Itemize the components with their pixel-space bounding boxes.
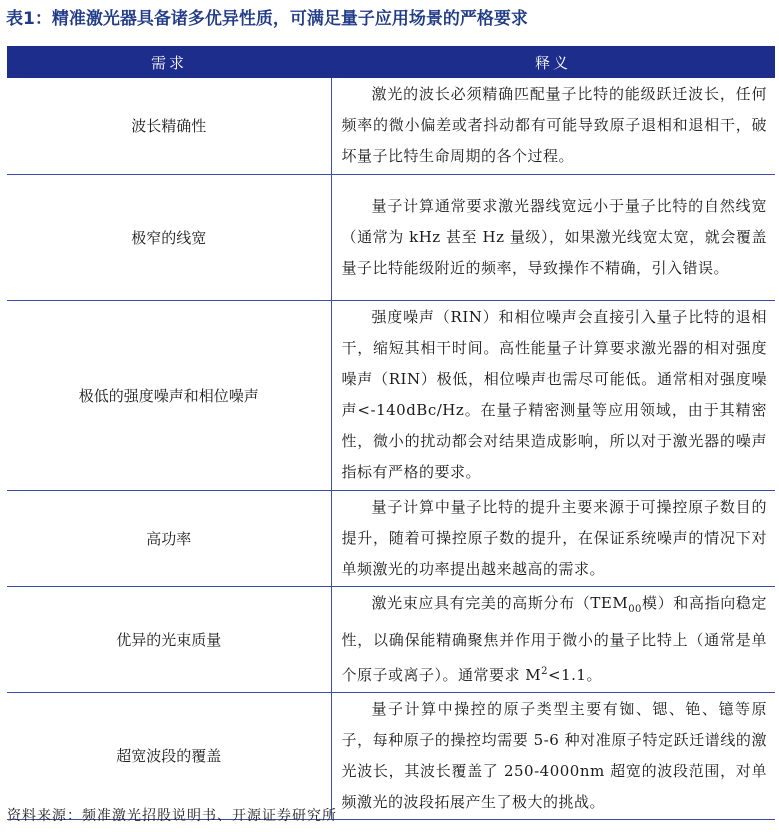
- definition-cell: 量子计算通常要求激光器线宽远小于量子比特的自然线宽（通常为 kHz 甚至 Hz 量级），如果激光线宽太宽，就会覆盖量子比特能级附近的频率，导致操作不精确，引入错误。: [331, 174, 775, 300]
- subscript-text: 00: [628, 603, 642, 615]
- requirement-cell: 超宽波段的覆盖: [7, 692, 331, 819]
- definition-text: <1.1。: [548, 665, 602, 684]
- definition-text: 模）和高指向稳定性，以确保能精确聚焦并作用于微小的量子比特上（通常是单个原子或离子）。通常要求 M: [341, 593, 767, 684]
- table-title: 表1：精准激光器具备诸多优异性质，可满足量子应用场景的严格要求: [6, 9, 528, 29]
- table-row: [7, 78, 775, 174]
- requirement-cell: 高功率: [7, 490, 331, 586]
- table-row: [7, 174, 775, 300]
- source-note: 资料来源：频准激光招股说明书、开源证券研究所: [7, 808, 337, 824]
- header-need: 需求: [7, 46, 331, 78]
- superscript-text: 2: [541, 665, 549, 677]
- definition-cell: 激光的波长必须精确匹配量子比特的能级跃迁波长，任何频率的微小偏差或者抖动都有可能导致原子退相和退相干，破坏量子比特生命周期的各个过程。: [331, 78, 775, 174]
- requirement-cell: 优异的光束质量: [7, 586, 331, 692]
- header-definition: 释义: [331, 46, 775, 78]
- requirement-cell: 极窄的线宽: [7, 174, 331, 300]
- definition-cell: 量子计算中操控的原子类型主要有铷、锶、铯、镱等原子，每种原子的操控均需要 5-6 种对准原子特定跃迁谱线的激光波长，其波长覆盖了 250-4000nm 超宽的波段范围，对单频激光的波段拓展产生了极大的挑战。: [331, 692, 775, 819]
- definition-cell: 强度噪声（RIN）和相位噪声会直接引入量子比特的退相干，缩短其相干时间。高性能量子计算要求激光器的相对强度噪声（RIN）极低，相位噪声也需尽可能低。通常相对强度噪声<-140dBc/Hz。在量子精密测量等应用领域，由于其精密性，微小的扰动都会对结果造成影响，所以对于激光器的噪声指标有严格的要求。: [331, 300, 775, 490]
- table-header-row: [7, 46, 775, 78]
- requirement-cell: 波长精确性: [7, 78, 331, 174]
- definition-text: 激光束应具有完美的高斯分布（TEM: [371, 593, 629, 612]
- table-row: [7, 300, 775, 490]
- table-row: [7, 692, 775, 819]
- table-row: [7, 586, 775, 692]
- definition-cell: [331, 586, 775, 692]
- requirements-table: [7, 46, 775, 820]
- definition-cell: 量子计算中量子比特的提升主要来源于可操控原子数目的提升，随着可操控原子数的提升，在保证系统噪声的情况下对单频激光的功率提出越来越高的需求。: [331, 490, 775, 586]
- requirement-cell: 极低的强度噪声和相位噪声: [7, 300, 331, 490]
- table-row: [7, 490, 775, 586]
